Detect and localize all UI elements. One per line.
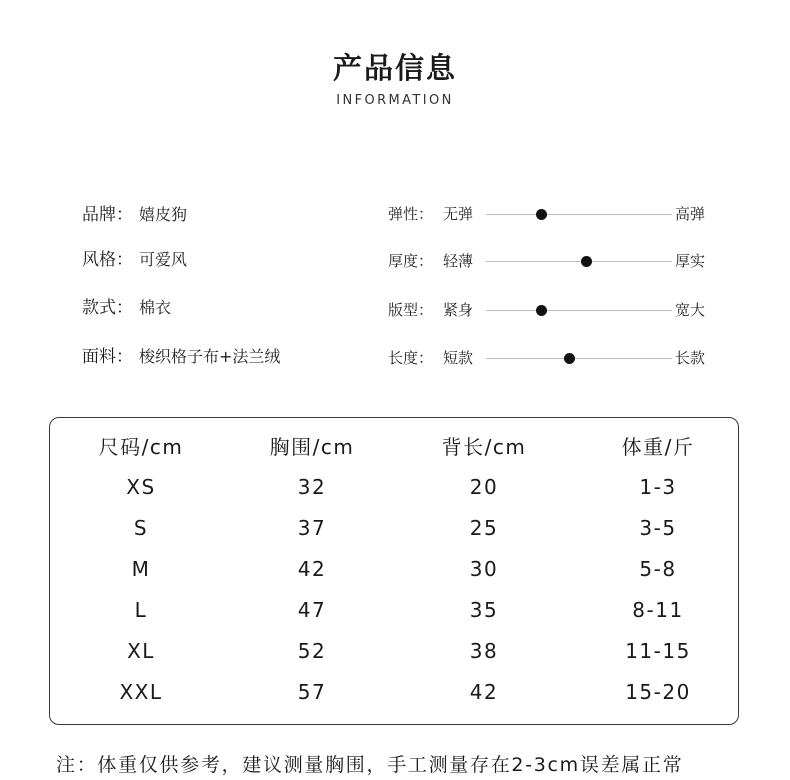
- table-cell: 11-15: [625, 639, 691, 663]
- info-value: 可爱风: [139, 250, 188, 269]
- table-cell: 38: [469, 639, 499, 663]
- info-key: 风格：: [82, 250, 133, 270]
- scale-row-fit: [388, 298, 728, 322]
- scale-key: 版型：: [388, 301, 434, 319]
- table-cell: 8-11: [632, 598, 684, 622]
- size-table: [49, 417, 739, 725]
- info-key: 品牌：: [82, 205, 133, 225]
- table-cell: 3-5: [639, 516, 677, 540]
- scale-low-label: 紧身: [443, 301, 474, 319]
- table-cell: S: [133, 516, 149, 540]
- page-title: 产品信息: [332, 51, 457, 85]
- table-header-cell: 尺码/cm: [98, 435, 184, 459]
- table-cell: 37: [297, 516, 327, 540]
- scale-high-label: 高弹: [675, 205, 706, 223]
- table-cell: 1-3: [639, 475, 677, 499]
- scale-high-label: 长款: [675, 349, 706, 367]
- scale-track: [486, 261, 672, 262]
- info-key: 款式：: [82, 298, 133, 318]
- scale-key: 长度：: [388, 349, 434, 367]
- table-cell: 52: [297, 639, 327, 663]
- scale-marker: [536, 209, 547, 220]
- table-cell: XS: [126, 475, 156, 499]
- info-row-style: [82, 248, 187, 272]
- page-subtitle: INFORMATION: [336, 93, 454, 108]
- scale-marker: [581, 256, 592, 267]
- scale-marker: [564, 353, 575, 364]
- info-row-brand: [82, 203, 187, 227]
- info-row-type: [82, 296, 171, 320]
- scale-high-label: 厚实: [675, 252, 706, 270]
- table-cell: 35: [469, 598, 499, 622]
- info-value: 梭织格子布+法兰绒: [139, 347, 281, 366]
- scale-low-label: 无弹: [443, 205, 474, 223]
- table-header-cell: 体重/斤: [621, 435, 695, 459]
- scale-track: [486, 310, 672, 311]
- table-cell: 15-20: [625, 680, 691, 704]
- table-cell: 5-8: [639, 557, 677, 581]
- scale-row-elasticity: [388, 202, 728, 226]
- table-header-cell: 胸围/cm: [269, 435, 355, 459]
- scale-row-thickness: [388, 249, 728, 273]
- footnote: 注：体重仅供参考，建议测量胸围，手工测量存在2-3cm误差属正常: [56, 754, 684, 776]
- table-header-cell: 背长/cm: [441, 435, 527, 459]
- table-cell: M: [131, 557, 151, 581]
- scale-key: 厚度：: [388, 252, 434, 270]
- scale-row-length: [388, 346, 728, 370]
- table-cell: 32: [297, 475, 327, 499]
- scale-high-label: 宽大: [675, 301, 706, 319]
- info-value: 棉衣: [139, 298, 172, 317]
- info-row-fabric: [82, 345, 280, 369]
- table-cell: XL: [127, 639, 155, 663]
- table-cell: 25: [469, 516, 499, 540]
- table-cell: 30: [469, 557, 499, 581]
- table-cell: 42: [297, 557, 327, 581]
- info-value: 嬉皮狗: [139, 205, 188, 224]
- table-cell: L: [134, 598, 148, 622]
- scale-key: 弹性：: [388, 205, 434, 223]
- scale-marker: [536, 305, 547, 316]
- scale-low-label: 轻薄: [443, 252, 474, 270]
- table-cell: 42: [469, 680, 499, 704]
- scale-low-label: 短款: [443, 349, 474, 367]
- info-key: 面料：: [82, 347, 133, 367]
- table-cell: XXL: [119, 680, 163, 704]
- table-cell: 57: [297, 680, 327, 704]
- scale-track: [486, 214, 672, 215]
- table-cell: 47: [297, 598, 327, 622]
- scale-track: [486, 358, 672, 359]
- table-cell: 20: [469, 475, 499, 499]
